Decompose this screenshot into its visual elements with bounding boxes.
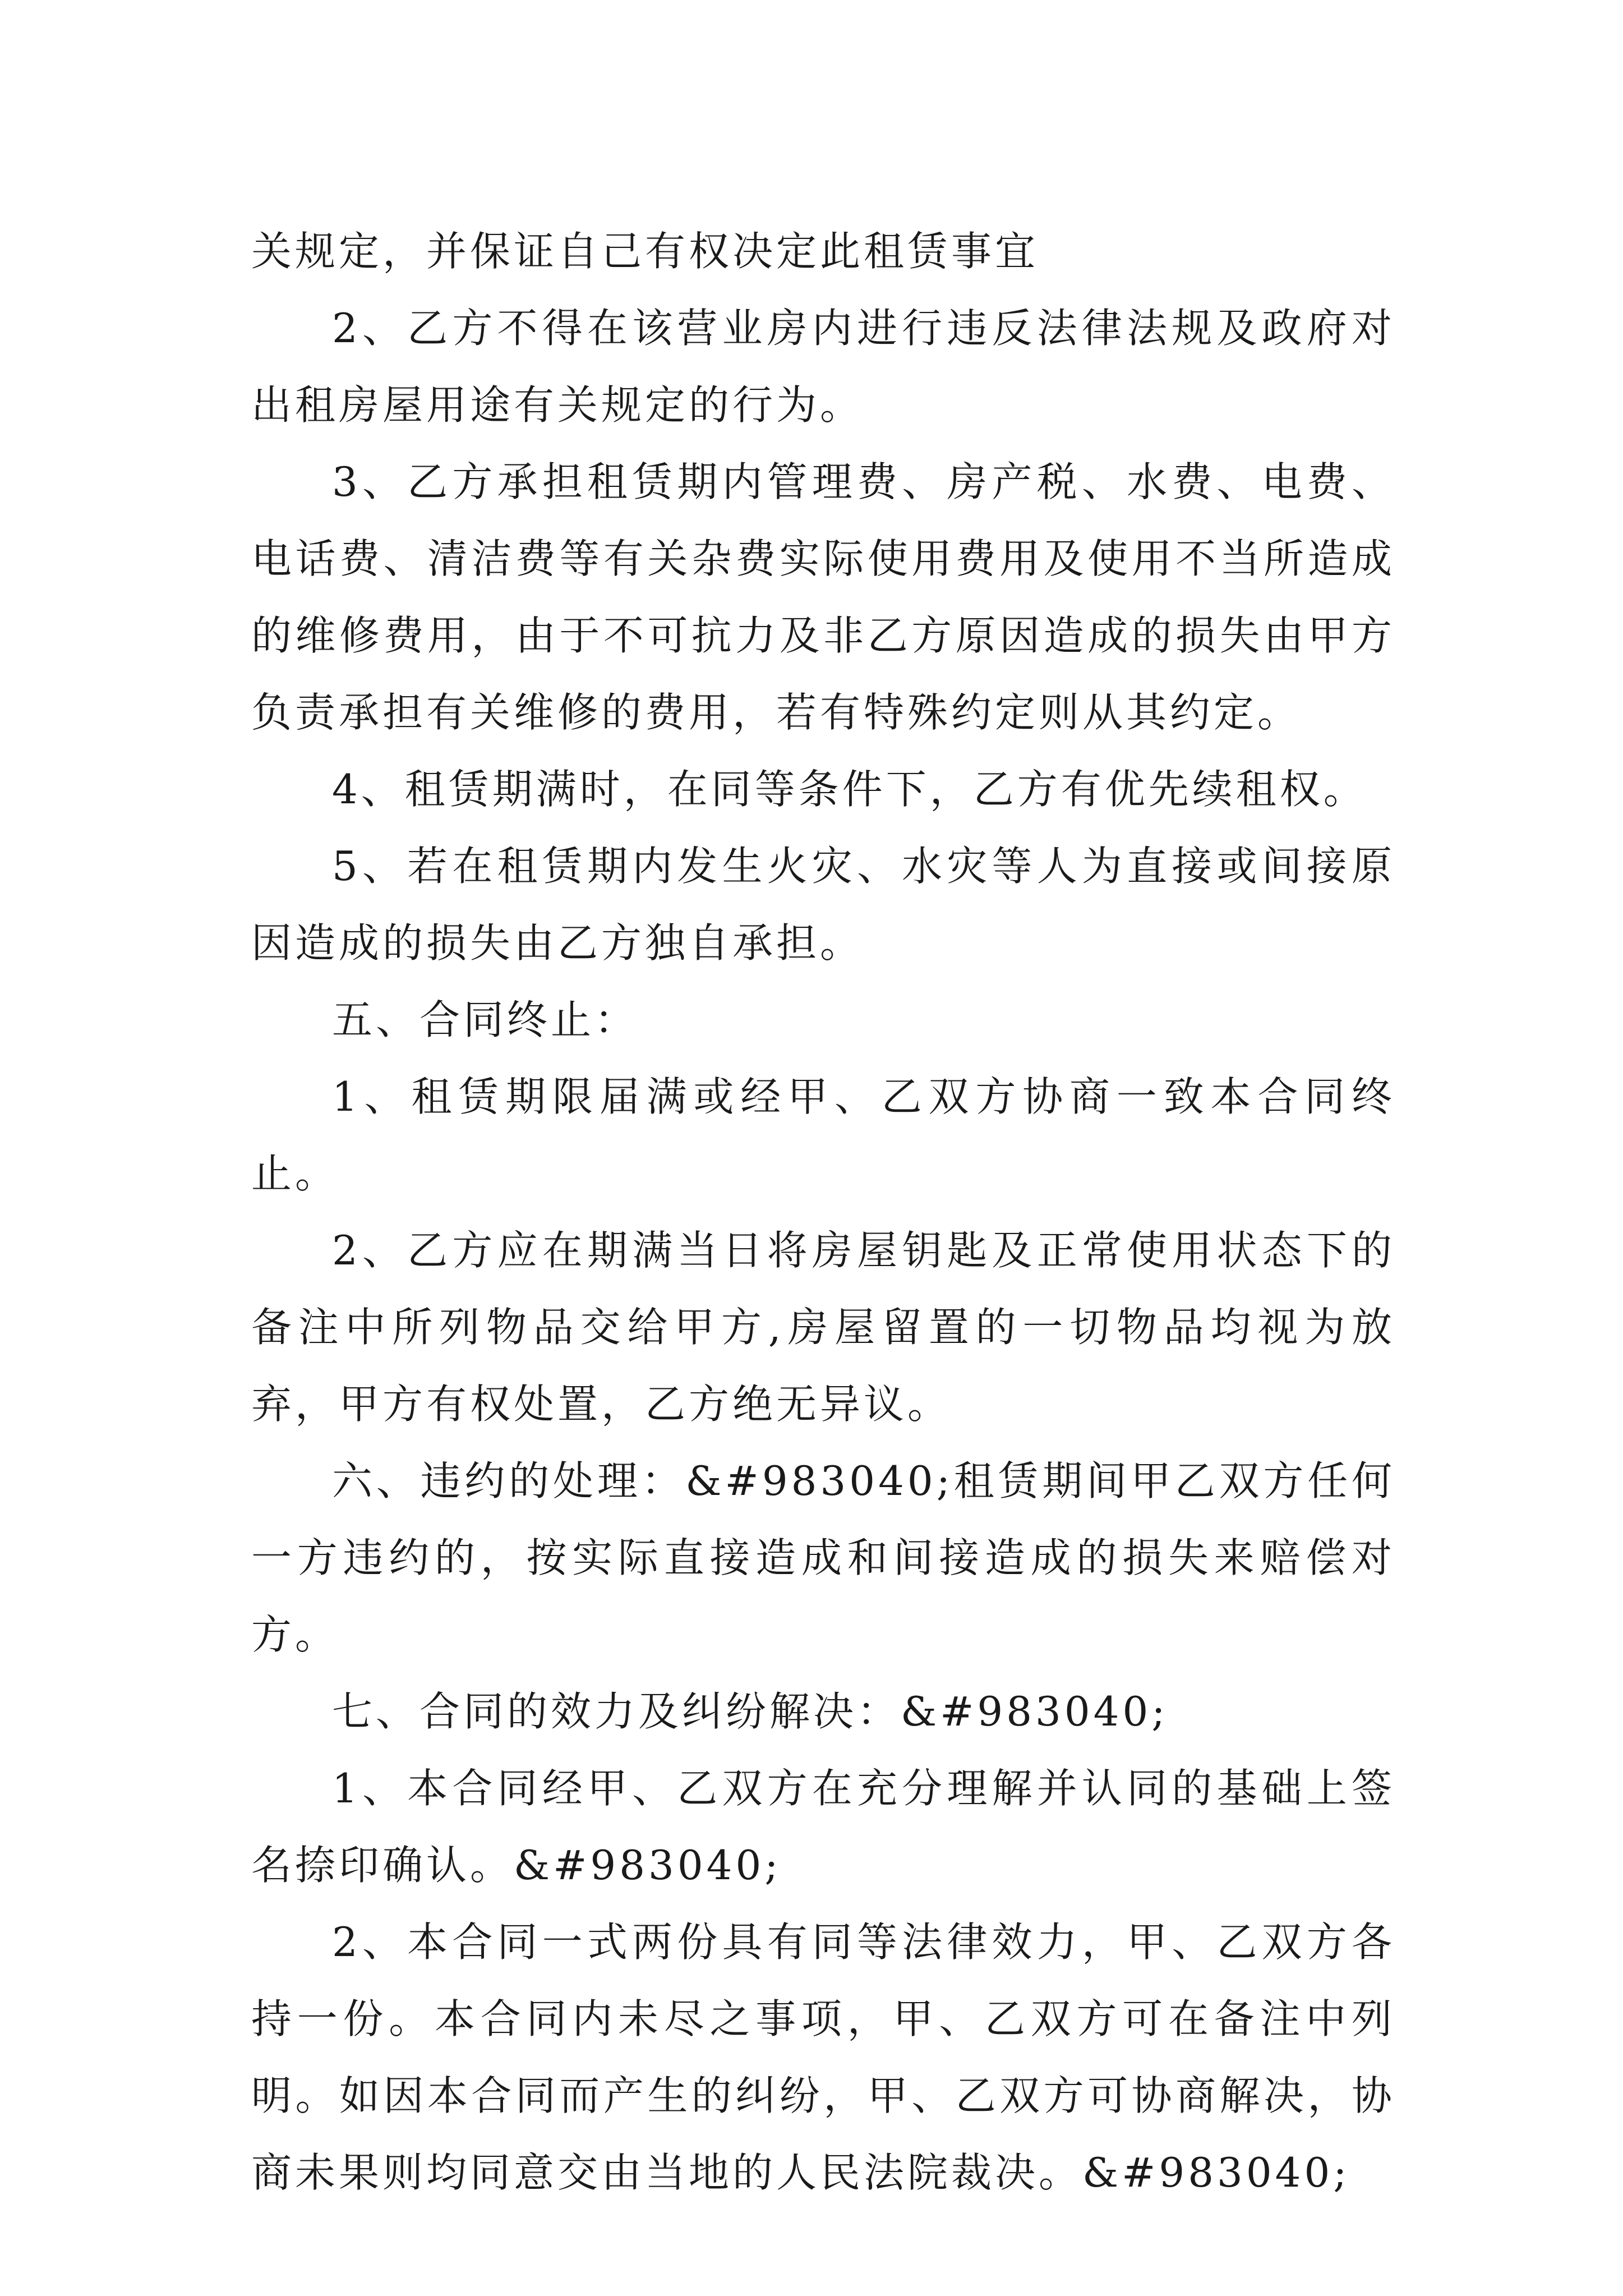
paragraph-clause-7-1: 1、本合同经甲、乙双方在充分理解并认同的基础上签名捺印确认。&#983040; xyxy=(251,1765,1395,1889)
paragraph-clause-5-1: 1、租赁期限届满或经甲、乙双方协商一致本合同终止。 xyxy=(251,1073,1395,1197)
document-body xyxy=(251,213,1395,2211)
paragraph-clause-4-3: 3、乙方承担租赁期内管理费、房产税、水费、电费、电话费、清洁费等有关杂费实际使用费用及使用不当所造成的维修费用，由于不可抗力及非乙方原因造成的损失由甲方负责承担有关维修的费用，若有特殊约定则从其约定。 xyxy=(251,458,1395,736)
paragraph-clause-4-2: 2、乙方不得在该营业房内进行违反法律法规及政府对出租房屋用途有关规定的行为。 xyxy=(251,305,1395,429)
section-heading-validity: 七、合同的效力及纠纷解决：&#983040; xyxy=(332,1688,1169,1735)
paragraph-section-breach: 六、违约的处理：&#983040;租赁期间甲乙双方任何一方违约的，按实际直接造成和间接造成的损失来赔偿对方。 xyxy=(251,1457,1395,1658)
paragraph-clause-4-4: 4、租赁期满时，在同等条件下，乙方有优先续租权。 xyxy=(332,766,1367,813)
paragraph-continuation: 关规定，并保证自己有权决定此租赁事宜 xyxy=(251,228,1039,275)
section-heading-termination: 五、合同终止： xyxy=(332,996,639,1043)
paragraph-clause-5-2: 2、乙方应在期满当日将房屋钥匙及正常使用状态下的备注中所列物品交给甲方,房屋留置的一切物品均视为放弃，甲方有权处置，乙方绝无异议。 xyxy=(251,1227,1395,1428)
paragraph-clause-7-2: 2、本合同一式两份具有同等法律效力，甲、乙双方各持一份。本合同内未尽之事项，甲、乙双方可在备注中列明。如因本合同而产生的纠纷，甲、乙双方可协商解决，协商未果则均同意交由当地的人民法院裁决。&#983040; xyxy=(251,1918,1395,2196)
paragraph-clause-4-5: 5、若在租赁期内发生火灾、水灾等人为直接或间接原因造成的损失由乙方独自承担。 xyxy=(251,843,1395,967)
